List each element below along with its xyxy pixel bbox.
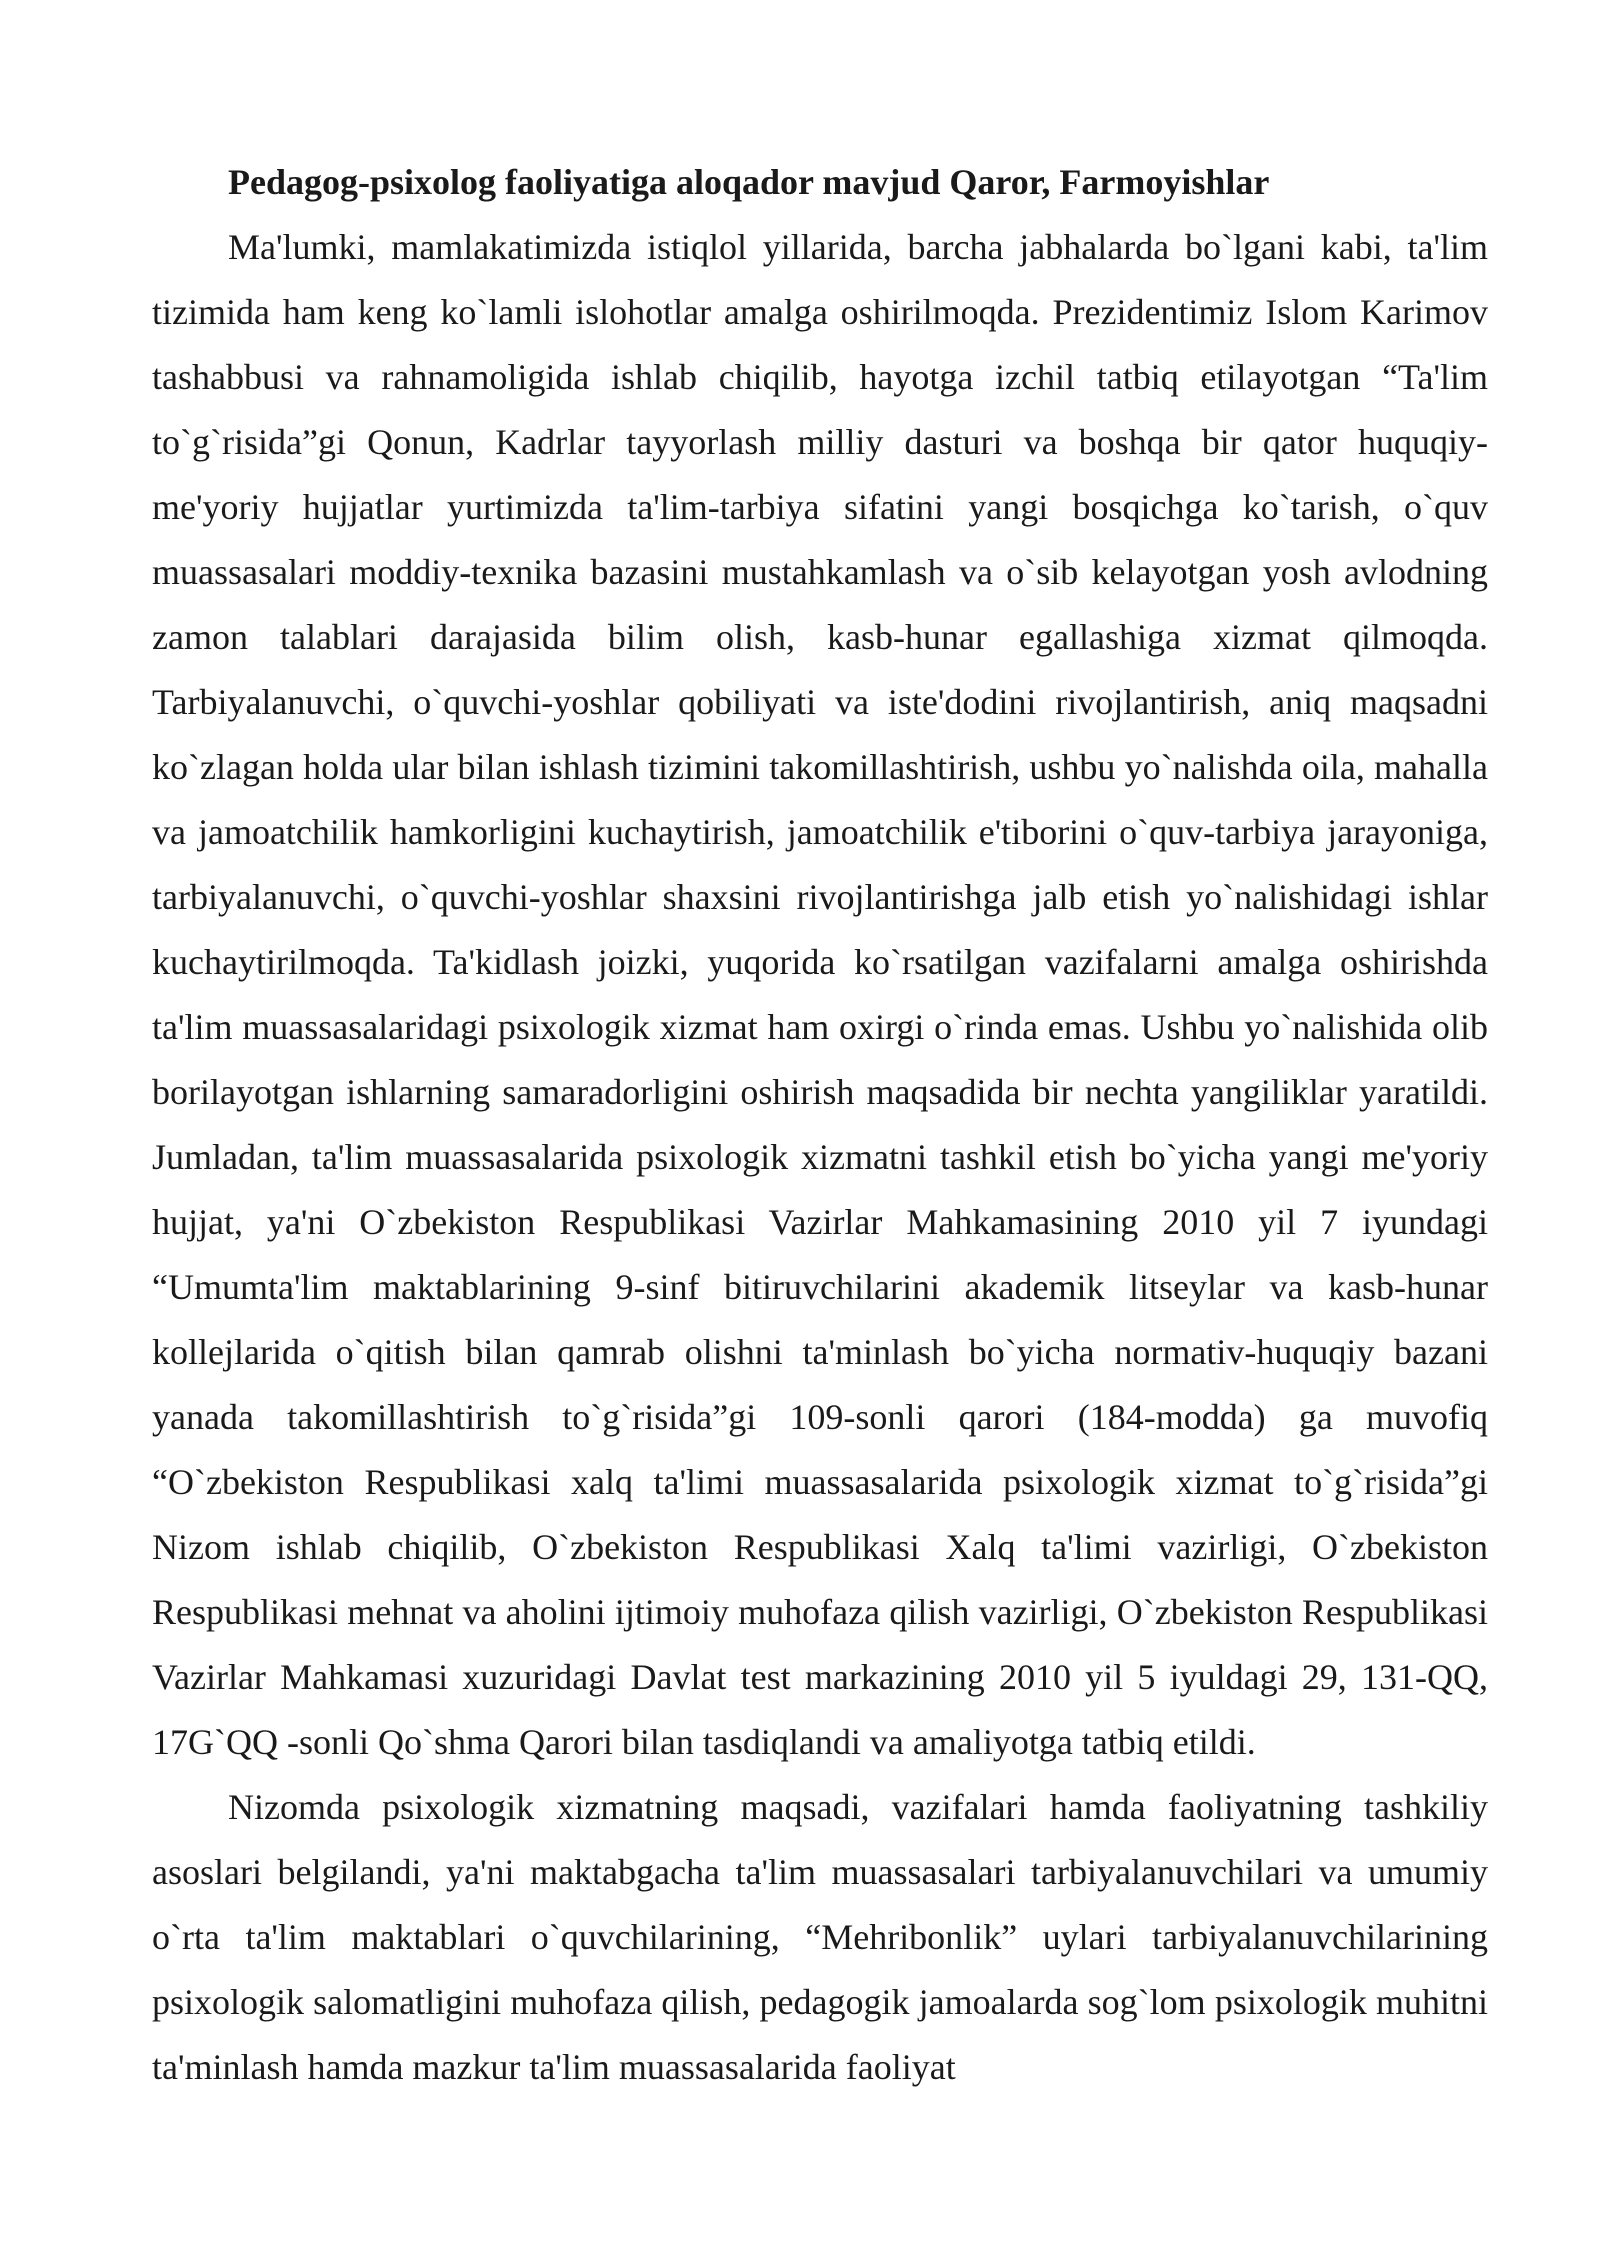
document-heading: Pedagog-psixolog faoliyatiga aloqador mavjud Qaror, Farmoyishlar: [228, 162, 1270, 202]
paragraph: Ma'lumki, mamlakatimizda istiqlol yillarida, barcha jabhalarda bo`lgani kabi, ta'lim tizimida ham keng ko`lamli islohotlar amalga oshirilmoqda. Prezidentimiz Islom Karimov tashabbusi va rahnamoligida ishlab chiqilib, hayotga izchil tatbiq etilayotgan “Ta'lim to`g`risida”gi Qonun, Kadrlar tayyorlash milliy dasturi va boshqa bir qator huquqiy-me'yoriy hujjatlar yurtimizda ta'lim-tarbiya sifatini yangi bosqichga ko`tarish, o`quv muassasalari moddiy-texnika bazasini mustahkamlash va o`sib kelayotgan yosh avlodning zamon talablari darajasida bilim olish, kasb-hunar egallashiga xizmat qilmoqda. Tarbiyalanuvchi, o`quvchi-yoshlar qobiliyati va iste'dodini rivojlantirish, aniq maqsadni ko`zlagan holda ular bilan ishlash tizimini takomillashtirish, ushbu yo`nalishda oila, mahalla va jamoatchilik hamkorligini kuchaytirish, jamoatchilik e'tiborini o`quv-tarbiya jarayoniga, tarbiyalanuvchi, o`quvchi-yoshlar shaxsini rivojlantirishga jalb etish yo`nalishidagi ishlar kuchaytirilmoqda. Ta'kidlash joizki, yuqorida ko`rsatilgan vazifalarni amalga oshirishda ta'lim muassasalaridagi psixologik xizmat ham oxirgi o`rinda emas. Ushbu yo`nalishida olib borilayotgan ishlarning samaradorligini oshirish maqsadida bir nechta yangiliklar yaratildi. Jumladan, ta'lim muassasalarida psixologik xizmatni tashkil etish bo`yicha yangi me'yoriy hujjat, ya'ni O`zbekiston Respublikasi Vazirlar Mahkamasining 2010 yil 7 iyundagi “Umumta'lim maktablarining 9-sinf bitiruvchilarini akademik litseylar va kasb-hunar kollejlarida o`qitish bilan qamrab olishni ta'minlash bo`yicha normativ-huquqiy bazani yanada takomillashtirish to`g`risida”gi 109-sonli qarori (184-modda) ga muvofiq “O`zbekiston Respublikasi xalq ta'limi muassasalarida psixologik xizmat to`g`risida”gi Nizom ishlab chiqilib, O`zbekiston Respublikasi Xalq ta'limi vazirligi, O`zbekiston Respublikasi mehnat va aholini ijtimoiy muhofaza qilish vazirligi, O`zbekiston Respublikasi Vazirlar Mahkamasi xuzuridagi Davlat test markazining 2010 yil 5 iyuldagi 29, 131-QQ, 17G`QQ -sonli Qo`shma Qarori bilan tasdiqlandi va amaliyotga tatbiq etildi.: [152, 227, 1488, 1762]
paragraph: Nizomda psixologik xizmatning maqsadi, vazifalari hamda faoliyatning tashkiliy asoslari belgilandi, ya'ni maktabgacha ta'lim muassasalari tarbiyalanuvchilari va umumiy o`rta ta'lim maktablari o`quvchilarining, “Mehribonlik” uylari tarbiyalanuvchilarining psixologik salomatligini muhofaza qilish, pedagogik jamoalarda sog`lom psixologik muhitni ta'minlash hamda mazkur ta'lim muassasalarida faoliyat: [152, 1787, 1488, 2087]
